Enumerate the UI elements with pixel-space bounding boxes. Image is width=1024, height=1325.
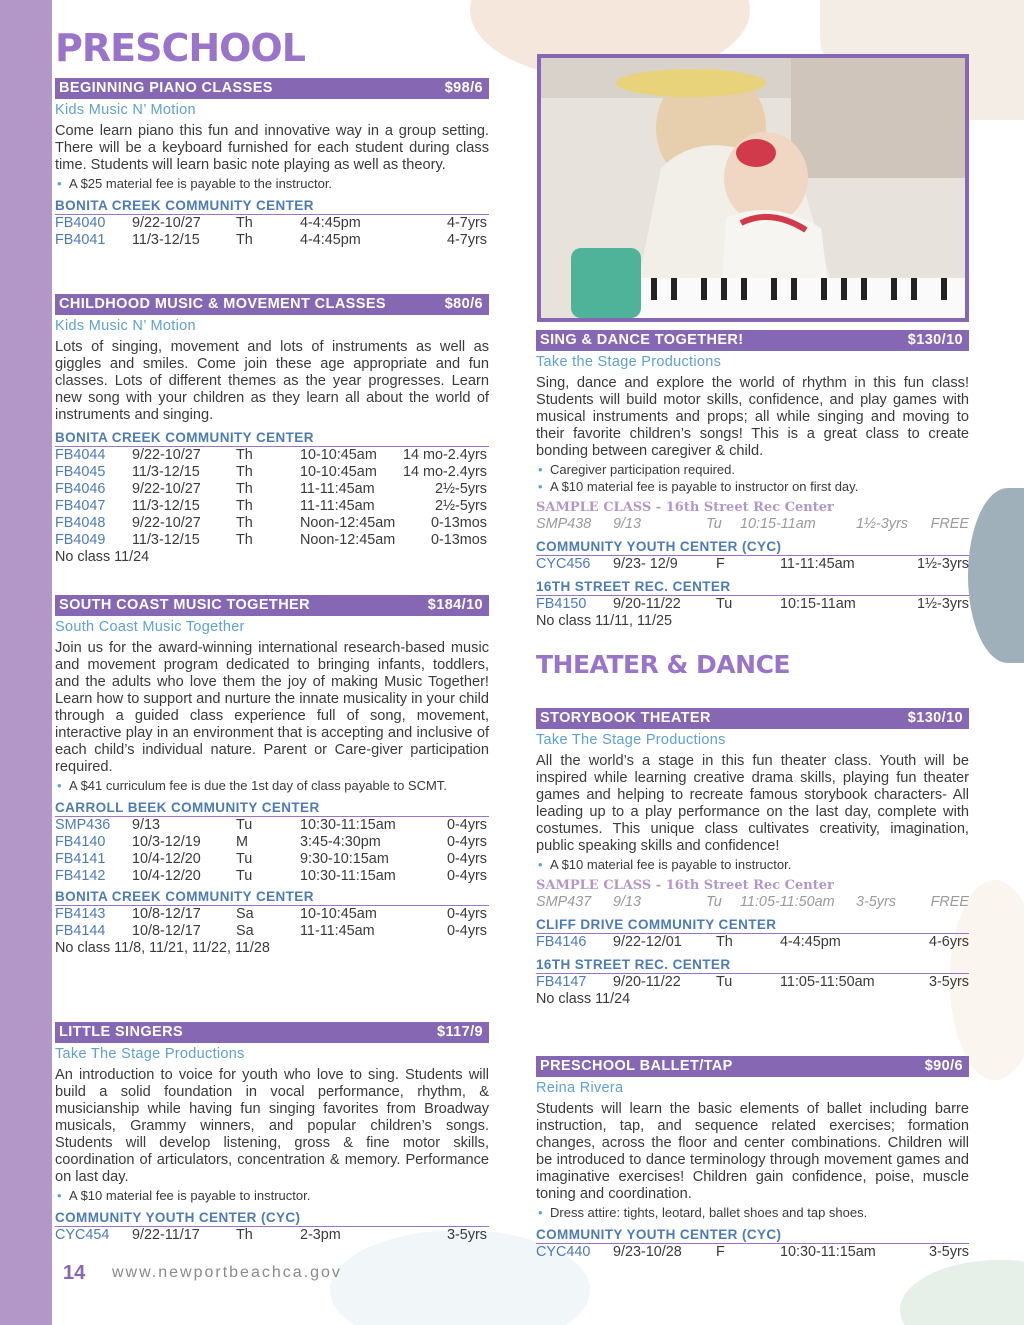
class-ages: 0-4yrs: [447, 906, 487, 922]
class-day: Th: [236, 498, 253, 514]
class-code: FB4143: [55, 906, 106, 922]
class-dates: 11/3-12/15: [132, 232, 200, 248]
bullet-item: • A $25 material fee is payable to the instructor.: [55, 175, 489, 192]
class-dates: 11/3-12/15: [132, 498, 200, 514]
class-time: Noon-12:45am: [300, 515, 396, 531]
class-note: No class 11/24: [536, 991, 631, 1007]
class-code: FB4046: [55, 481, 106, 497]
class-time: 10-10:45am: [300, 906, 377, 922]
class-day: Tu: [706, 516, 722, 532]
class-dates: 10/8-12/17: [132, 923, 201, 939]
venue-name: 16TH STREET REC. CENTER: [536, 957, 969, 974]
class-dates: 9/20-11/22: [613, 974, 681, 990]
class-code: FB4044: [55, 447, 106, 463]
instructor: Take The Stage Productions: [536, 732, 726, 748]
class-note: No class 11/11, 11/25: [536, 613, 672, 629]
class-description: Come learn piano this fun and innovative way in a group setting. There will be a keyboard furnished for each student during class time. Students will learn basic note playing as well as theory.: [55, 123, 489, 173]
class-code: FB4045: [55, 464, 106, 480]
class-code: FB4147: [536, 974, 587, 990]
class-dates: 10/4-12/20: [132, 868, 201, 884]
class-code: SMP436: [55, 817, 111, 833]
class-ages: 1½-3yrs: [917, 556, 969, 572]
class-title: BEGINNING PIANO CLASSES: [59, 80, 273, 96]
table-row: [55, 868, 489, 885]
class-day: Tu: [716, 974, 733, 990]
class-day: Th: [236, 515, 253, 531]
section-title: THEATER & DANCE: [536, 650, 790, 679]
bullet-item: • A $41 curriculum fee is due the 1st day of class payable to SCMT.: [55, 777, 489, 794]
class-price-free: FREE: [930, 516, 969, 532]
venue-name: COMMUNITY YOUTH CENTER (CYC): [536, 539, 969, 556]
class-title: PRESCHOOL BALLET/TAP: [540, 1058, 733, 1074]
class-day: Tu: [236, 851, 253, 867]
class-ages: 14 mo-2.4yrs: [403, 447, 487, 463]
class-description: Join us for the award-winning international research-based music and movement program dedicated to bringing infants, toddlers, and the adults who love them the joy of making Music Together! Learn how to support and nurture the innate musicality in your child through a guided class experience full of song, movement, interactive play in an environment that is accepting and inclusive of each child’s individual nature. Parent or Care-giver participation required.: [55, 640, 490, 775]
class-ages: 1½-3yrs: [856, 516, 908, 532]
class-description: Students will learn the basic elements of ballet including barre instruction, tap, and sequence related exercises; formation changes, across the floor and center combinations. Children will be introduced to dance terminology through movement games and imaginative exercises! Children gain confidence, poise, muscle toning and coordination.: [536, 1101, 969, 1202]
class-ages: 3-5yrs: [447, 1227, 487, 1243]
class-day: Th: [236, 481, 253, 497]
class-time: 2-3pm: [300, 1227, 341, 1243]
venue-name: COMMUNITY YOUTH CENTER (CYC): [55, 1210, 489, 1227]
class-title: CHILDHOOD MUSIC & MOVEMENT CLASSES: [59, 296, 386, 312]
venue-name: 16TH STREET REC. CENTER: [536, 579, 969, 596]
class-description: Sing, dance and explore the world of rhythm in this fun class! Students will build motor skills, confidence, and play games with musical instruments and props; all while singing and moving to their favorite children’s songs! This is a great class to create bonding between caregiver & child.: [536, 375, 969, 459]
class-ages: 0-4yrs: [447, 868, 487, 884]
class-time: 10-10:45am: [300, 447, 377, 463]
class-dates: 9/22-12/01: [613, 934, 682, 950]
class-title: STORYBOOK THEATER: [540, 710, 711, 726]
class-dates: 9/22-10/27: [132, 481, 201, 497]
class-description: All the world’s a stage in this fun theater class. Youth will be inspired while learning creative drama skills, playing fun theater games and helping to recreate famous storybook characters- All leading up to a play performance on the last day, complete with costumes. This unique class cultivates creativity, imagination, public speaking skills and confidence!: [536, 753, 969, 854]
class-dates: 9/13: [613, 516, 642, 532]
bullet-list: [536, 856, 969, 873]
sidebar-stripe: [0, 0, 52, 1325]
class-day: Tu: [236, 868, 253, 884]
table-row: [536, 1244, 969, 1261]
table-row: [55, 498, 489, 515]
class-note: No class 11/8, 11/21, 11/22, 11/28: [55, 940, 270, 956]
class-code: CYC456: [536, 556, 591, 572]
class-header: [55, 595, 489, 616]
class-ages: 4-7yrs: [447, 232, 487, 248]
class-code: FB4141: [55, 851, 106, 867]
class-code: FB4049: [55, 532, 106, 548]
class-price: $90/6: [924, 1058, 963, 1074]
class-code: FB4048: [55, 515, 106, 531]
table-row: [536, 516, 969, 533]
class-ages: 3-5yrs: [929, 974, 969, 990]
venue-name: BONITA CREEK COMMUNITY CENTER: [55, 889, 489, 906]
table-row: [536, 974, 969, 991]
class-ages: 0-4yrs: [447, 923, 487, 939]
class-ages: 0-13mos: [431, 532, 487, 548]
instructor: Kids Music N’ Motion: [55, 102, 196, 118]
class-dates: 9/23- 12/9: [613, 556, 678, 572]
class-price: $184/10: [427, 597, 483, 613]
class-code: FB4041: [55, 232, 106, 248]
class-dates: 9/22-10/27: [132, 447, 201, 463]
keyboard-photo-illustration: [541, 58, 965, 318]
class-code: FB4142: [55, 868, 106, 884]
class-time: 11:05-11:50am: [780, 974, 875, 990]
class-dates: 9/20-11/22: [613, 596, 681, 612]
class-ages: 3-5yrs: [856, 894, 896, 910]
table-row: [55, 834, 489, 851]
class-day: Th: [236, 464, 253, 480]
background-shape: [968, 488, 1024, 663]
class-time: 11-11:45am: [300, 481, 375, 497]
class-time: 10:30-11:15am: [300, 868, 396, 884]
bullet-list: [55, 175, 489, 192]
class-price-free: FREE: [930, 894, 969, 910]
class-title: SOUTH COAST MUSIC TOGETHER: [59, 597, 311, 613]
table-row: [55, 464, 489, 481]
class-dates: 9/22-11/17: [132, 1227, 200, 1243]
class-ages: 2½-5yrs: [435, 498, 487, 514]
class-time: 10:30-11:15am: [780, 1244, 876, 1260]
instructor: Reina Rivera: [536, 1080, 624, 1096]
class-south-coast-music: [55, 595, 489, 957]
instructor: South Coast Music Together: [55, 619, 245, 635]
class-time: 4-4:45pm: [300, 232, 361, 248]
class-description: An introduction to voice for youth who love to sing. Students will build a solid foundation in vocal performance, rhythm, & musicianship while having fun singing favorites from Broadway musicals, Grammy winners, and popular children’s songs. Students will develop listening, gross & fine motor skills, coordination of articulators, concentration & memory. Performance on last day.: [55, 1067, 489, 1185]
table-row: [55, 481, 489, 498]
class-title: LITTLE SINGERS: [59, 1024, 184, 1040]
class-header: [536, 1056, 969, 1077]
class-time: 10:15-11am: [780, 596, 856, 612]
class-preschool-ballet: [536, 1056, 969, 1261]
bullet-item: • Dress attire: tights, leotard, ballet shoes and tap shoes.: [536, 1204, 969, 1221]
class-day: Tu: [716, 596, 733, 612]
class-day: Tu: [706, 894, 722, 910]
class-day: Sa: [236, 906, 254, 922]
class-beginning-piano: [55, 78, 489, 249]
class-day: Th: [236, 447, 253, 463]
class-dates: 9/22-10/27: [132, 215, 201, 231]
class-time: 10-10:45am: [300, 464, 377, 480]
class-code: CYC440: [536, 1244, 591, 1260]
class-header: [55, 78, 489, 99]
class-day: Th: [236, 532, 253, 548]
bullet-list: [536, 461, 969, 495]
table-row: [55, 906, 489, 923]
table-row: [55, 215, 489, 232]
table-row: [55, 923, 489, 940]
bullet-item: • A $10 material fee is payable to instructor.: [55, 1187, 489, 1204]
class-time: 11:05-11:50am: [740, 894, 835, 910]
bullet-list: [536, 1204, 969, 1221]
class-ages: 0-13mos: [431, 515, 487, 531]
class-description: Lots of singing, movement and lots of instruments as well as giggles and smiles. Come join these age appropriate and fun classes. Lots of different themes as the year progresses. Learn new song with your children as they learn all about the world of instruments and singing.: [55, 339, 489, 423]
class-price: $80/6: [444, 296, 483, 312]
class-time: 9:30-10:15am: [300, 851, 389, 867]
class-code: FB4144: [55, 923, 106, 939]
venue-name: CLIFF DRIVE COMMUNITY CENTER: [536, 917, 969, 934]
table-row: [55, 532, 489, 549]
class-time: 4-4:45pm: [300, 215, 361, 231]
venue-name: CARROLL BEEK COMMUNITY CENTER: [55, 800, 489, 817]
class-little-singers: [55, 1022, 489, 1244]
instructor: Take the Stage Productions: [536, 354, 722, 370]
bullet-item: • A $10 material fee is payable to instructor.: [536, 856, 969, 873]
class-day: F: [716, 1244, 725, 1260]
class-dates: 9/22-10/27: [132, 515, 201, 531]
class-time: 11-11:45am: [300, 498, 375, 514]
class-sing-dance: [536, 330, 969, 630]
bullet-list: [55, 1187, 489, 1204]
class-day: Th: [236, 215, 253, 231]
class-time: 11-11:45am: [300, 923, 375, 939]
class-code: FB4047: [55, 498, 106, 514]
page-number: 14: [63, 1262, 86, 1284]
venue-name: COMMUNITY YOUTH CENTER (CYC): [536, 1227, 969, 1244]
class-code: SMP437: [536, 894, 592, 910]
class-ages: 3-5yrs: [929, 1244, 969, 1260]
table-row: [55, 515, 489, 532]
class-photo: [537, 54, 969, 322]
table-row: [536, 934, 969, 951]
class-header: [55, 294, 489, 315]
class-dates: 10/4-12/20: [132, 851, 201, 867]
class-day: Sa: [236, 923, 254, 939]
class-storybook-theater: [536, 708, 969, 1008]
class-childhood-music: [55, 294, 489, 566]
class-dates: 11/3-12/15: [132, 464, 200, 480]
class-title: SING & DANCE TOGETHER!: [540, 332, 744, 348]
class-dates: 9/23-10/28: [613, 1244, 682, 1260]
bullet-list: [55, 777, 489, 794]
background-shape: [900, 1260, 1024, 1325]
table-row: [55, 232, 489, 249]
bullet-item: • Caregiver participation required.: [536, 461, 969, 478]
class-code: FB4146: [536, 934, 587, 950]
table-row: [536, 596, 969, 613]
class-dates: 9/13: [132, 817, 161, 833]
class-header: [536, 708, 969, 729]
class-ages: 4-7yrs: [447, 215, 487, 231]
class-price: $98/6: [444, 80, 483, 96]
class-day: Th: [716, 934, 733, 950]
class-dates: 10/3-12/19: [132, 834, 201, 850]
instructor: Kids Music N’ Motion: [55, 318, 196, 334]
table-row: [536, 556, 969, 573]
class-price: $117/9: [437, 1024, 483, 1040]
bullet-item: • A $10 material fee is payable to instructor on first day.: [536, 478, 969, 495]
sample-class-label: SAMPLE CLASS - 16th Street Rec Center: [536, 878, 834, 893]
class-time: 4-4:45pm: [780, 934, 841, 950]
table-row: [55, 817, 489, 834]
class-code: SMP438: [536, 516, 592, 532]
instructor: Take The Stage Productions: [55, 1046, 245, 1062]
class-dates: 11/3-12/15: [132, 532, 200, 548]
class-time: 3:45-4:30pm: [300, 834, 381, 850]
class-price: $130/10: [907, 332, 963, 348]
page-title: PRESCHOOL: [55, 26, 305, 70]
table-row: [55, 851, 489, 868]
class-ages: 0-4yrs: [447, 851, 487, 867]
table-row: [55, 447, 489, 464]
table-row: [55, 1227, 489, 1244]
venue-name: BONITA CREEK COMMUNITY CENTER: [55, 430, 489, 447]
class-ages: 14 mo-2.4yrs: [403, 464, 487, 480]
class-code: FB4150: [536, 596, 587, 612]
class-time: 10:15-11am: [740, 516, 816, 532]
table-row: [536, 894, 969, 911]
class-time: 11-11:45am: [780, 556, 855, 572]
class-dates: 10/8-12/17: [132, 906, 201, 922]
class-day: M: [236, 834, 248, 850]
venue-name: BONITA CREEK COMMUNITY CENTER: [55, 198, 489, 215]
class-time: Noon-12:45am: [300, 532, 396, 548]
class-note: No class 11/24: [55, 549, 150, 565]
class-ages: 0-4yrs: [447, 834, 487, 850]
class-dates: 9/13: [613, 894, 642, 910]
class-header: [536, 330, 969, 351]
class-ages: 1½-3yrs: [917, 596, 969, 612]
class-ages: 4-6yrs: [929, 934, 969, 950]
class-time: 10:30-11:15am: [300, 817, 396, 833]
sample-class-label: SAMPLE CLASS - 16th Street Rec Center: [536, 500, 834, 515]
class-ages: 0-4yrs: [447, 817, 487, 833]
class-code: FB4040: [55, 215, 106, 231]
class-day: Tu: [236, 817, 253, 833]
footer-url[interactable]: www.newportbeachca.gov: [112, 1264, 342, 1281]
class-code: FB4140: [55, 834, 106, 850]
class-day: Th: [236, 232, 253, 248]
class-code: CYC454: [55, 1227, 110, 1243]
class-ages: 2½-5yrs: [435, 481, 487, 497]
class-header: [55, 1022, 489, 1043]
class-day: F: [716, 556, 725, 572]
class-day: Th: [236, 1227, 253, 1243]
class-price: $130/10: [907, 710, 963, 726]
